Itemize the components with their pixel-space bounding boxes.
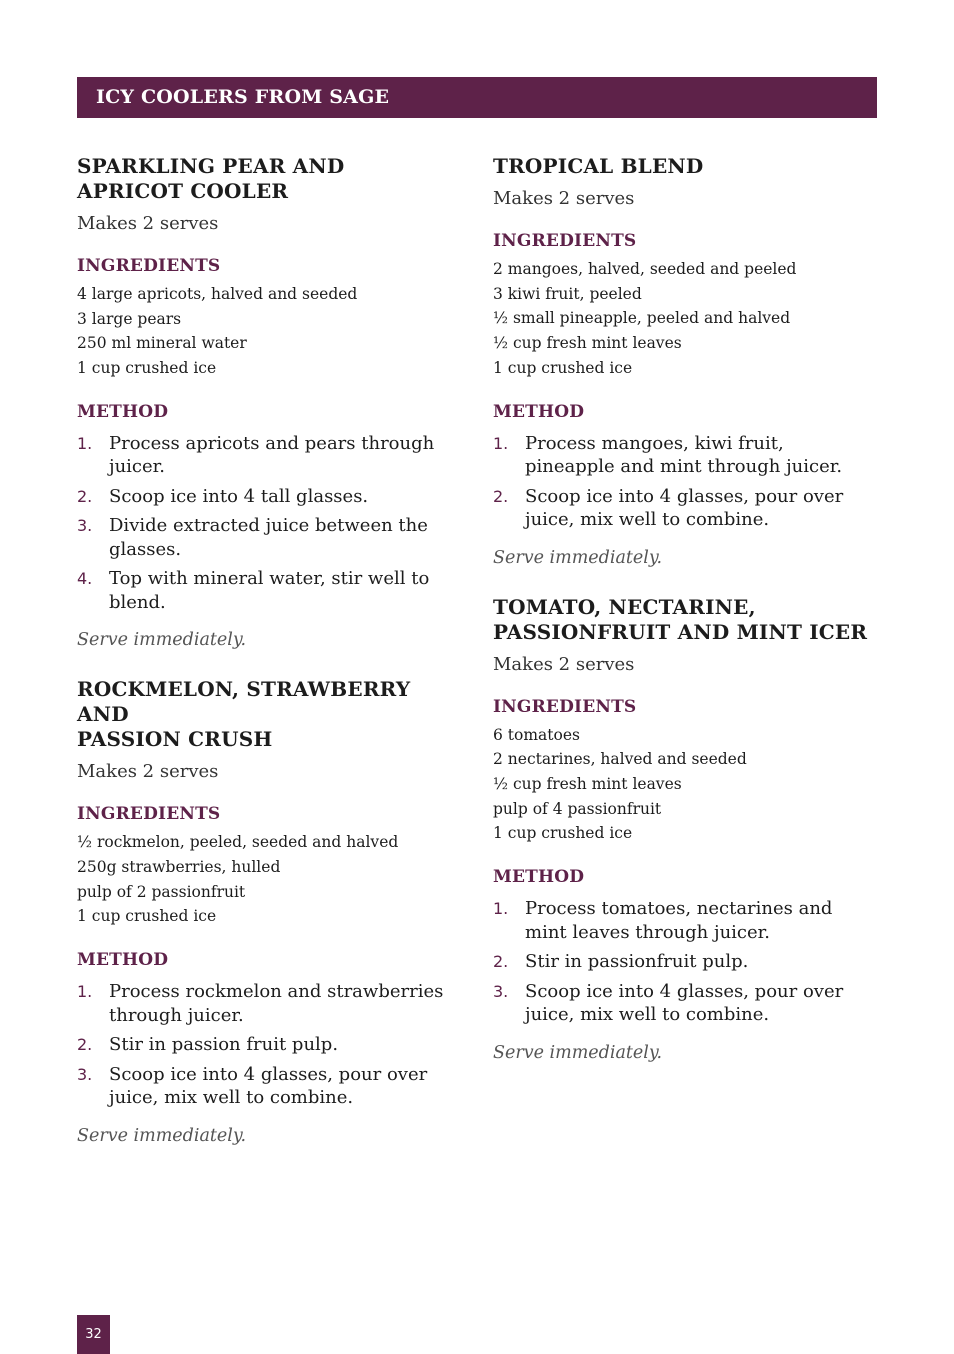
ingredient-item: ½ cup fresh mint leaves [493, 774, 682, 793]
ingredients-list [77, 830, 461, 929]
recipe-title: TOMATO, NECTARINE, PASSIONFRUIT AND MINT ICER [493, 594, 868, 644]
step-text: Process tomatoes, nectarines and mint leaves through juicer. [525, 898, 833, 943]
step-text: Scoop ice into 4 glasses, pour over juice, mix well to combine. [525, 485, 844, 531]
serve-note: Serve immediately. [493, 547, 663, 568]
step-number: 1. [77, 982, 93, 1002]
serve-note: Serve immediately. [77, 630, 247, 651]
step-number: 1. [493, 433, 509, 453]
step-number: 3. [77, 1064, 93, 1084]
ingredient-item: 3 large pears [77, 309, 182, 328]
method-step [493, 950, 877, 974]
ingredient-item: 2 mangoes, halved, seeded and peeled [493, 260, 797, 278]
method-heading: METHOD [77, 950, 169, 971]
method-step [77, 567, 461, 614]
step-text: Stir in passion fruit pulp. [109, 1034, 339, 1056]
section-title: ICY COOLERS FROM SAGE [96, 86, 390, 108]
step-number: 2. [493, 952, 509, 972]
ingredient-item: ½ rockmelon, peeled, seeded and halved [77, 833, 399, 852]
ingredient-item: pulp of 2 passionfruit [77, 882, 246, 901]
ingredient-item: ½ small pineapple, peeled and halved [493, 309, 791, 328]
method-list [77, 980, 461, 1110]
method-heading: METHOD [493, 867, 585, 888]
ingredients-list [493, 257, 877, 381]
method-step [77, 1033, 461, 1057]
recipe-title: SPARKLING PEAR AND APRICOT COOLER [77, 154, 345, 203]
recipe [493, 595, 877, 1064]
recipe [493, 154, 877, 569]
serve-note: Serve immediately. [493, 1042, 663, 1063]
ingredients-list [493, 723, 877, 847]
step-number: 3. [493, 981, 509, 1001]
ingredient-item: 2 nectarines, halved and seeded [493, 750, 747, 769]
ingredient-item: 1 cup crushed ice [77, 907, 217, 926]
step-number: 2. [77, 1035, 93, 1055]
step-text: Scoop ice into 4 tall glasses. [109, 485, 369, 507]
step-number: 4. [77, 569, 93, 589]
serves-note: Makes 2 serves [77, 761, 219, 783]
ingredient-item: 4 large apricots, halved and seeded [77, 285, 358, 303]
step-text: Scoop ice into 4 glasses, pour over juice, mix well to combine. [109, 1063, 428, 1109]
method-heading: METHOD [493, 401, 585, 422]
section-banner [77, 77, 877, 118]
step-number: 1. [493, 899, 509, 919]
left-column [77, 154, 461, 1173]
recipe-title: ROCKMELON, STRAWBERRY AND PASSION CRUSH [77, 677, 411, 752]
step-number: 2. [77, 486, 93, 506]
ingredients-heading: INGREDIENTS [77, 804, 221, 825]
method-step [77, 485, 461, 509]
method-step [77, 980, 461, 1027]
ingredient-item: 250g strawberries, hulled [77, 858, 281, 877]
ingredient-item: 6 tomatoes [493, 725, 580, 744]
method-list [77, 432, 461, 615]
ingredients-heading: INGREDIENTS [77, 256, 221, 276]
method-heading: METHOD [77, 401, 169, 422]
method-step [493, 897, 877, 944]
ingredients-heading: INGREDIENTS [493, 696, 637, 717]
method-list [493, 432, 877, 532]
ingredient-item: pulp of 4 passionfruit [493, 799, 662, 818]
serve-note: Serve immediately. [77, 1125, 247, 1146]
serves-note: Makes 2 serves [493, 653, 635, 675]
ingredients-heading: INGREDIENTS [493, 231, 637, 251]
ingredient-item: 1 cup crushed ice [77, 359, 217, 378]
step-text: Divide extracted juice between the glasses. [109, 515, 428, 560]
method-step [77, 1063, 461, 1110]
step-number: 2. [493, 486, 509, 506]
ingredient-item: 1 cup crushed ice [493, 358, 633, 377]
method-list [493, 897, 877, 1027]
step-text: Stir in passionfruit pulp. [525, 951, 749, 973]
step-number: 1. [77, 433, 93, 453]
ingredient-item: 1 cup crushed ice [493, 824, 633, 843]
recipe-title: TROPICAL BLEND [493, 154, 704, 178]
step-text: Process apricots and pears through juicer. [109, 432, 435, 478]
step-text: Top with mineral water, stir well to blend. [109, 568, 430, 613]
step-number: 3. [77, 516, 93, 536]
method-step [493, 980, 877, 1027]
ingredient-item: 3 kiwi fruit, peeled [493, 284, 642, 303]
method-step [493, 485, 877, 532]
ingredient-item: ½ cup fresh mint leaves [493, 334, 682, 353]
method-step [493, 432, 877, 479]
ingredient-item: 250 ml mineral water [77, 334, 247, 353]
step-text: Process mangoes, kiwi fruit, pineapple and mint through juicer. [525, 432, 843, 478]
serves-note: Makes 2 serves [77, 213, 219, 234]
ingredients-list [77, 282, 461, 381]
step-text: Scoop ice into 4 glasses, pour over juice, mix well to combine. [525, 980, 844, 1026]
serves-note: Makes 2 serves [493, 188, 635, 209]
recipe [77, 677, 461, 1146]
recipe [77, 154, 461, 651]
right-column [493, 154, 877, 1090]
step-text: Process rockmelon and strawberries through juicer. [109, 981, 444, 1026]
method-step [77, 432, 461, 479]
method-step [77, 514, 461, 561]
page-number: 32 [77, 1315, 110, 1354]
